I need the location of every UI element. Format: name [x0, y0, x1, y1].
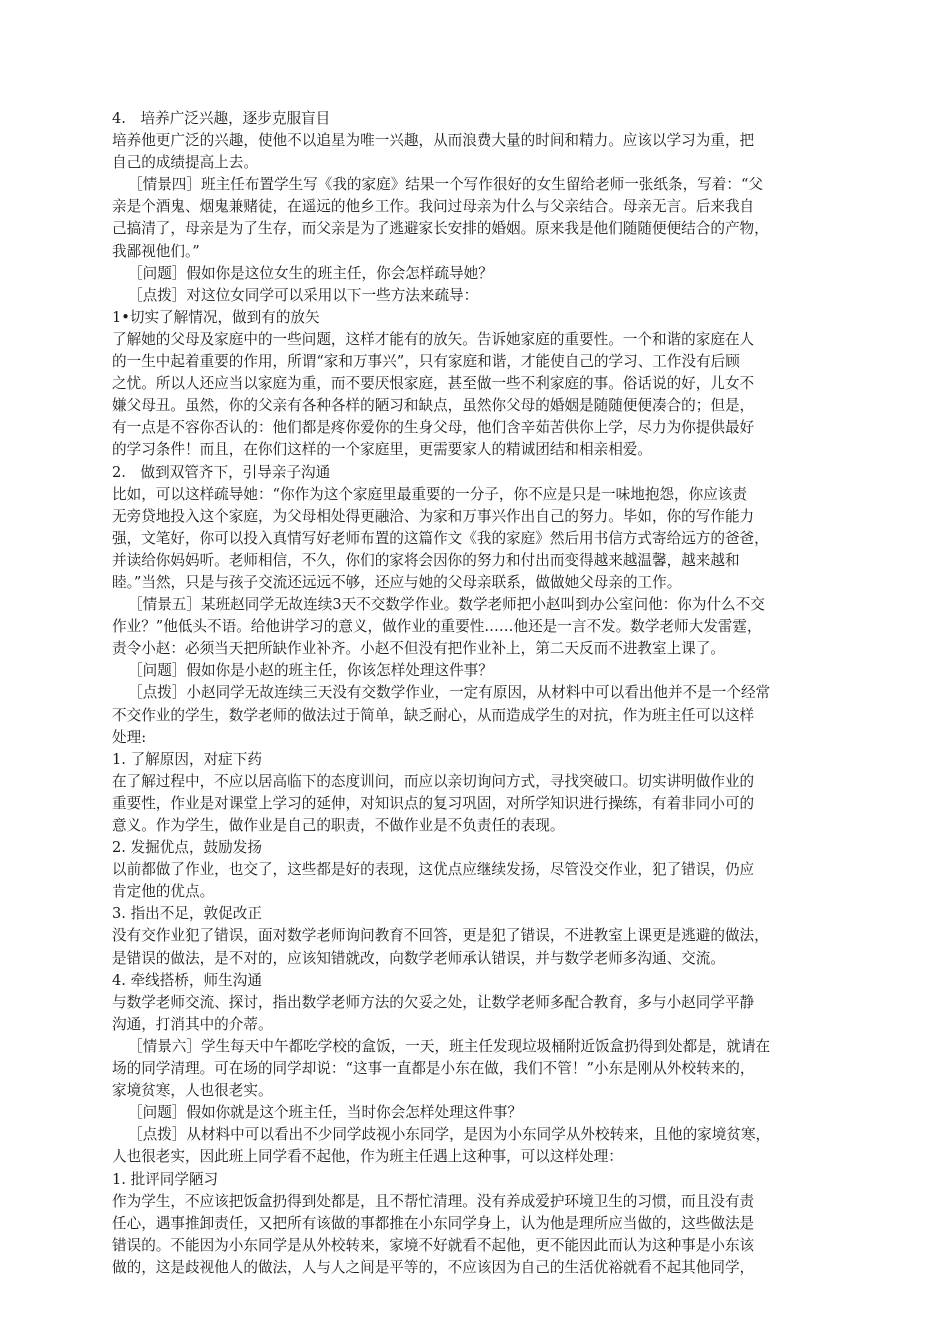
- text-line: 无旁贷地投入这个家庭，为父母相处得更融洽、为家和万事兴作出自己的努力。毕如，你的写作能力: [112, 507, 755, 525]
- text-line: 场的同学清理。可在场的同学却说：“这事一直都是小东在做，我们不管！”小东是刚从外校转来的，: [112, 1060, 755, 1078]
- text-line: 3. 指出不足，敦促改正: [112, 905, 262, 923]
- text-line: ［问题］假如你是这位女生的班主任，你会怎样疏导她？: [128, 264, 493, 282]
- text-line: 是错误的做法，是不对的，应该知错就改，向数学老师承认错误，并与数学老师多沟通、交流。: [112, 949, 725, 967]
- text-line: 培养他更广泛的兴趣，使他不以追星为唯一兴趣，从而浪费大量的时间和精力。应该以学习为重，把: [112, 132, 755, 150]
- text-line: 嫌父母丑。虽然，你的父亲有各种各样的陋习和缺点，虽然你父母的婚姻是随随便便凑合的；但是，: [112, 397, 755, 415]
- text-line: 做的，这是歧视他人的做法，人与人之间是平等的，不应该因为自己的生活优裕就看不起其他同学，: [112, 1258, 755, 1276]
- text-line: 家境贫寒，人也很老实。: [112, 1082, 273, 1100]
- text-line: 沟通，打消其中的介蒂。: [112, 1015, 273, 1033]
- text-line: 4. 牵线搭桥，师生沟通: [112, 971, 262, 989]
- text-line: 肯定他的优点。: [112, 883, 215, 901]
- text-line: 责令小赵：必须当天把所缺作业补齐。小赵不但没有把作业补上，第二天反而不进教室上课了。: [112, 640, 725, 658]
- text-line: ［情景六］学生每天中午都吃学校的盒饭，一天，班主任发现垃圾桶附近饭盒扔得到处都是，就请在: [128, 1037, 771, 1055]
- text-line: ［点拨］从材料中可以看出不少同学歧视小东同学，是因为小东同学从外校转来，且他的家境贫寒，: [128, 1126, 771, 1144]
- text-line: ［问题］假如你是小赵的班主任，你该怎样处理这件事？: [128, 662, 493, 680]
- text-line: 2. 做到双管齐下，引导亲子沟通: [112, 463, 331, 481]
- text-line: 之忧。所以人还应当以家庭为重，而不要厌恨家庭，甚至做一些不利家庭的事。俗话说的好，儿女不: [112, 375, 755, 393]
- text-line: ［点拨］对这位女同学可以采用以下一些方法来疏导：: [128, 286, 479, 304]
- text-line: 1. 批评同学陋习: [112, 1170, 219, 1188]
- text-line: 重要性，作业是对课堂上学习的延伸，对知识点的复习巩固，对所学知识进行操练，有着非同小可的: [112, 794, 755, 812]
- text-line: 己搞清了，母亲是为了生存，而父亲是为了逃避家长安排的婚姻。原来我是他们随随便便结合的产物，: [112, 220, 769, 238]
- text-line: ［情景五］某班赵同学无故连续3天不交数学作业。数学老师把小赵叫到办公室问他：你为什么不交: [128, 596, 765, 614]
- text-line: 不交作业的学生，数学老师的做法过于简单，缺乏耐心，从而造成学生的对抗，作为班主任可以这样: [112, 706, 755, 724]
- text-line: 1•切实了解情况，做到有的放矢: [112, 308, 320, 326]
- text-line: 强，文笔好，你可以投入真情写好老师布置的这篇作文《我的家庭》然后用书信方式寄给远方的爸爸，: [112, 529, 769, 547]
- text-line: 作业？”他低头不语。给他讲学习的意义，做作业的重要性……他还是一言不发。数学老师大发雷霆，: [112, 618, 762, 636]
- text-line: 睦。”当然，只是与孩子交流还远远不够，还应与她的父母亲联系，做做她父母亲的工作。: [112, 573, 682, 591]
- text-line: 4. 培养广泛兴趣，逐步克服盲目: [112, 110, 331, 127]
- text-line: 以前都做了作业，也交了，这些都是好的表现，这优点应继续发扬，尽管没交作业，犯了错误，仍应: [112, 861, 755, 879]
- text-line: 错误的。不能因为小东同学是从外校转来，家境不好就看不起他，更不能因此而认为这种事是小东该: [112, 1236, 755, 1254]
- text-line: 的一生中起着重要的作用，所谓“家和万事兴”，只有家庭和谐，才能使自己的学习、工作没有后顾: [112, 353, 740, 371]
- text-line: ［问题］假如你就是这个班主任，当时你会怎样处理这件事？: [128, 1104, 523, 1122]
- text-line: 意义。作为学生，做作业是自己的职责，不做作业是不负责任的表现。: [112, 817, 565, 834]
- text-line: 2. 发掘优点，鼓励发扬: [112, 839, 262, 857]
- text-line: 与数学老师交流、探讨，指出数学老师方法的欠妥之处，让数学老师多配合教育，多与小赵同学平静: [112, 993, 755, 1011]
- text-line: 亲是个酒鬼、烟鬼兼赌徒，在遥远的他乡工作。我问过母亲为什么与父亲结合。母亲无言。后来我自: [112, 198, 755, 216]
- text-line: 有一点是不容你否认的：他们都是疼你爱你的生身父母，他们含辛茹苦供你上学，尽力为你提供最好: [112, 419, 755, 437]
- document-page: [112, 108, 872, 1279]
- text-line: 的学习条件！而且，在你们这样的一个家庭里，更需要家人的精诚团结和相亲相爱。: [112, 441, 652, 459]
- text-line: 在了解过程中，不应以居高临下的态度训问，而应以亲切询问方式，寻找突破口。切实讲明做作业的: [112, 772, 755, 790]
- text-line: 并读给你妈妈听。老师相信，不久，你们的家将会因你的努力和付出而变得越来越温馨，越来越和: [112, 551, 740, 569]
- text-line: 我鄙视他们。”: [112, 242, 200, 260]
- text-line: 1. 了解原因，对症下药: [112, 750, 262, 768]
- text-line: 没有交作业犯了错误，面对数学老师询问教育不回答，更是犯了错误，不进教室上课更是逃避的做法，: [112, 927, 769, 945]
- text-line: 作为学生，不应该把饭盒扔得到处都是，且不帮忙清理。没有养成爱护环境卫生的习惯，而且没有责: [112, 1192, 755, 1210]
- text-line: ［情景四］班主任布置学生写《我的家庭》结果一个写作很好的女生留给老师一张纸条，写着：“父: [128, 176, 763, 194]
- text-line: 任心，遇事推卸责任，又把所有该做的事都推在小东同学身上，认为他是理所应当做的，这些做法是: [112, 1214, 755, 1232]
- text-line: 人也很老实，因此班上同学看不起他，作为班主任遇上这种事，可以这样处理：: [112, 1148, 623, 1166]
- text-line: 比如，可以这样疏导她：“你作为这个家庭里最重要的一分子，你不应是只是一味地抱怨，你应该责: [112, 485, 747, 503]
- text-line: 处理:: [112, 728, 147, 746]
- text-line: 自己的成绩提高上去。: [112, 154, 258, 172]
- text-line: 了解她的父母及家庭中的一些问题，这样才能有的放矢。告诉她家庭的重要性。一个和谐的家庭在人: [112, 330, 755, 348]
- text-line: ［点拨］小赵同学无故连续三天没有交数学作业，一定有原因，从材料中可以看出他并不是一个经常: [128, 684, 771, 702]
